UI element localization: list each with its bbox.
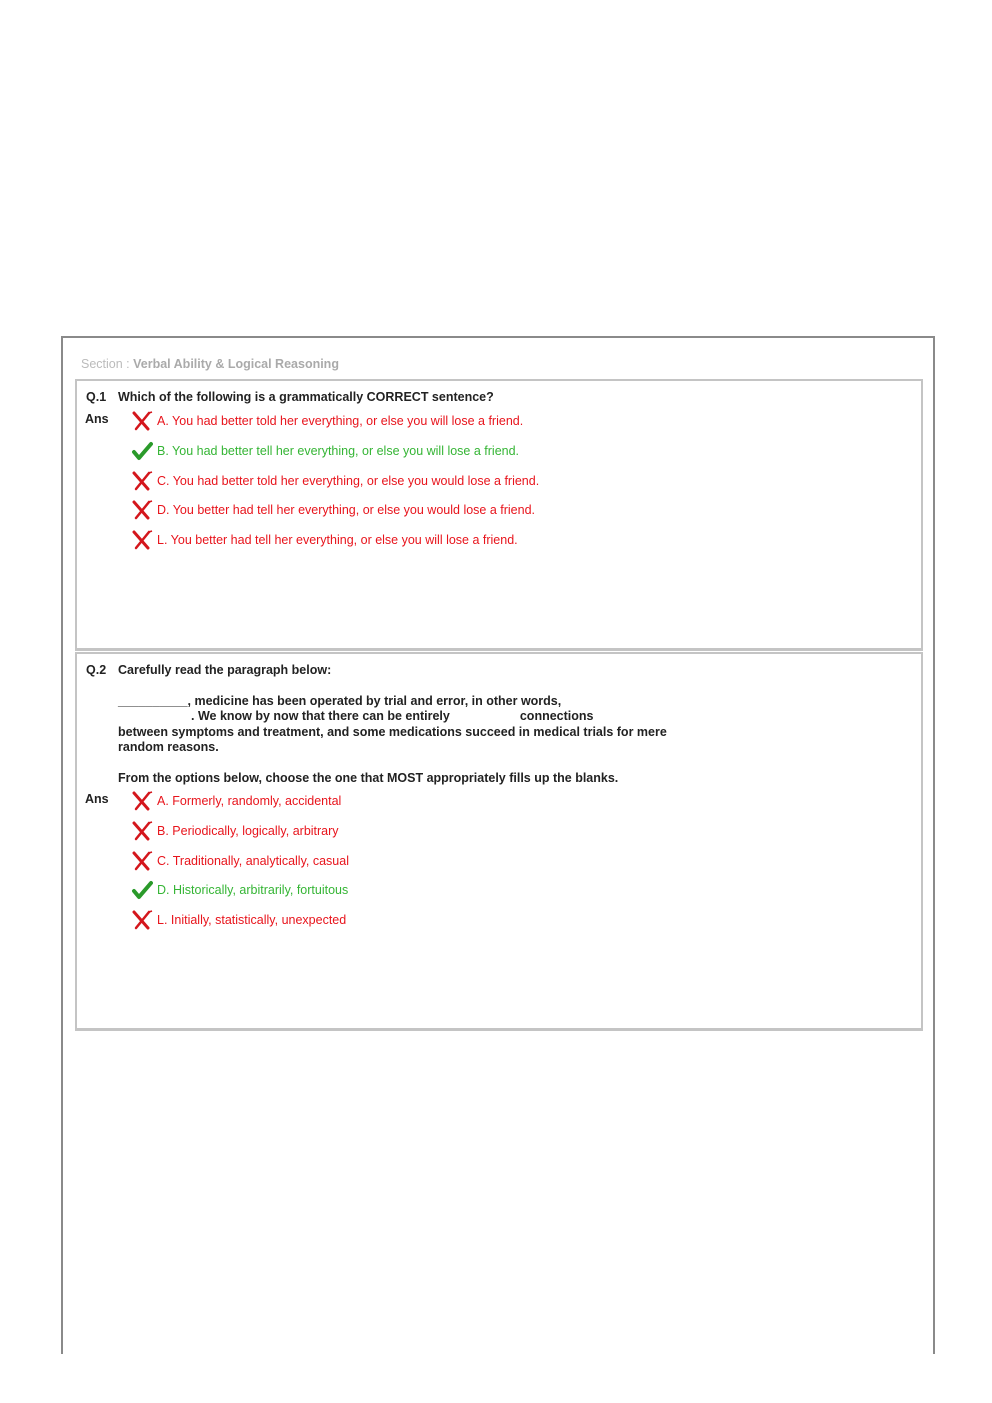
check-icon <box>131 441 153 461</box>
paragraph-word: connections <box>519 709 594 723</box>
option-b <box>131 444 539 474</box>
paragraph-line: between symptoms and treatment, and some medications succeed in medical trials for mere random reasons. <box>118 724 667 754</box>
question-text: Which of the following is a grammatically CORRECT sentence? <box>118 390 494 404</box>
option-d <box>131 503 539 533</box>
option-text: C. Traditionally, analytically, casual <box>157 853 349 868</box>
question-number: Q.1 <box>86 390 107 404</box>
cross-icon <box>131 910 153 930</box>
question-1 <box>75 379 923 651</box>
cross-icon <box>131 851 153 871</box>
section-title <box>81 357 339 371</box>
option-text: D. You better had tell her everything, or else you would lose a friend. <box>157 503 536 518</box>
cross-icon <box>131 530 153 550</box>
ans-label: Ans <box>85 412 109 426</box>
option-text: A. You had better told her everything, or else you will lose a friend. <box>157 414 524 428</box>
option-l <box>131 913 349 943</box>
section-label: Section : <box>81 357 130 371</box>
option-a <box>131 414 539 444</box>
option-d <box>131 883 349 913</box>
question-text <box>118 663 678 786</box>
option-text: D. Historically, arbitrarily, fortuitous <box>157 883 349 898</box>
option-text: B. Periodically, logically, arbitrary <box>157 823 339 838</box>
option-text: A. Formerly, randomly, accidental <box>157 794 342 808</box>
cross-icon <box>131 821 153 841</box>
cross-icon <box>131 500 153 520</box>
options-list <box>131 794 349 943</box>
option-text: B. You had better tell her everything, or else you will lose a friend. <box>157 443 520 458</box>
paragraph-line: __________, medicine has been operated by trial and error, in other words, <box>118 693 562 708</box>
ans-label: Ans <box>85 792 109 806</box>
section-name: Verbal Ability & Logical Reasoning <box>133 357 339 371</box>
cross-icon <box>131 411 153 431</box>
option-c <box>131 474 539 504</box>
option-a <box>131 794 349 824</box>
check-icon <box>131 880 153 900</box>
option-text: L. You better had tell her everything, or else you will lose a friend. <box>157 533 518 548</box>
paragraph-line: . We know by now that there can be entirely <box>191 709 450 723</box>
option-text: C. You had better told her everything, or else you would lose a friend. <box>157 473 540 488</box>
question-2 <box>75 652 923 1031</box>
option-b <box>131 824 349 854</box>
cross-icon <box>131 471 153 491</box>
question-prompt: Carefully read the paragraph below: <box>118 663 332 677</box>
question-number: Q.2 <box>86 663 107 677</box>
cross-icon <box>131 791 153 811</box>
option-l <box>131 533 539 563</box>
options-list <box>131 414 539 563</box>
instruction-text: From the options below, choose the one that MOST appropriately fills up the blanks. <box>118 770 619 785</box>
option-text: L. Initially, statistically, unexpected <box>157 913 347 928</box>
question-paper <box>61 336 935 1354</box>
option-c <box>131 854 349 884</box>
